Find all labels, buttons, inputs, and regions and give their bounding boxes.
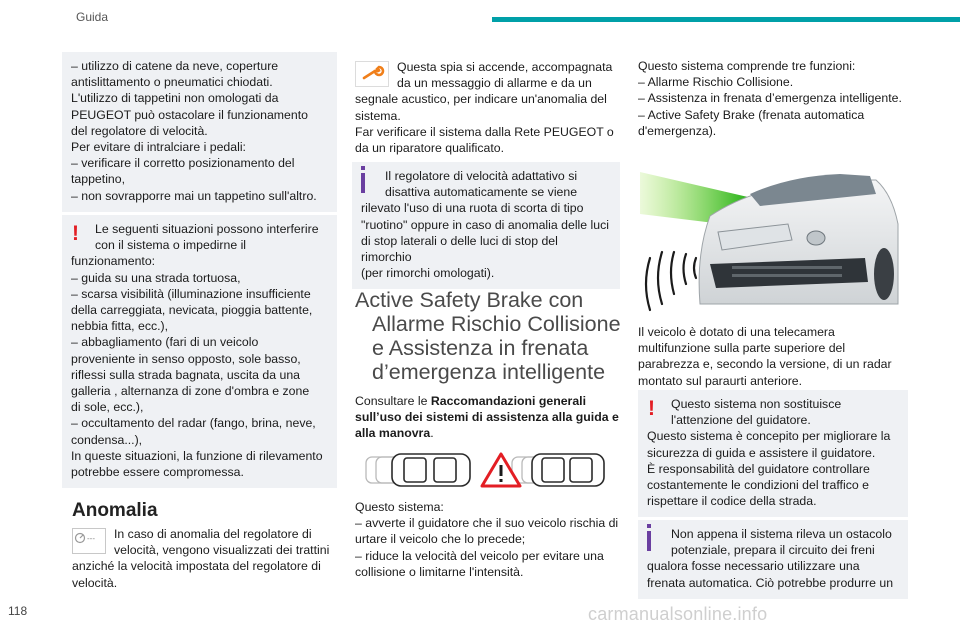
text-line: urtare il veicolo che lo precede; [355,532,526,547]
interference-warning-box [62,215,337,488]
box-line: In queste situazioni, la funzione di rilevamento [71,448,323,463]
box-line: "ruotino" oppure in caso di anomalia delle luci [361,217,609,232]
consult-link-3: alla manovra [355,426,431,441]
text-line: segnale acustico, per indicare un'anomalia del [355,92,607,107]
attention-warning-box [638,390,908,517]
box-line: condensa...), [71,432,143,447]
consult-link-1: Raccomandazioni generali [430,394,586,408]
box-line: rilevato l'uso di una ruota di scorta di tipo [361,201,584,216]
box-line: di sole, ecc.), [71,400,144,415]
box-line: potrebbe essere compromessa. [71,465,244,480]
functions-paragraph [638,58,913,139]
text-line: velocità, vengono visualizzati dei trattini [114,543,330,558]
heading-line: Allarme Rischio Collisione [372,312,621,336]
box-line: Per evitare di intralciare i pedali: [71,140,246,155]
heading-line: d’emergenza intelligente [372,360,606,384]
box-line: di stop laterali o delle luci di stop del rimorchio [361,233,558,265]
box-line: – verificare il corretto posizionamento del [71,156,295,171]
box-line: qualora fosse necessario utilizzare una [647,559,860,574]
box-line: Le seguenti situazioni possono interferire [95,222,319,236]
text-line: Questa spia si accende, accompagnata [397,60,613,74]
box-line: costantemente le condizioni del traffico e [647,478,869,493]
box-line: rispettare il codice della strada. [647,494,817,509]
box-line: galleria , alternanza di zone d'ombra e zone [71,384,310,399]
box-line: l'attenzione del guidatore. [671,413,811,428]
text-line: Il veicolo è dotato di una telecamera [638,325,835,339]
box-line: – scarsa visibilità (illuminazione insufficiente [71,286,311,301]
box-line: del regolatore di velocità. [71,123,208,138]
adaptive-cruise-info-box [352,162,620,289]
spia-paragraph [355,59,623,156]
page-number: 118 [8,604,28,618]
box-line: potenziale, prepara il circuito dei freni [671,543,875,558]
header-title: Guida [76,10,109,24]
text-line: Questo sistema comprende tre funzioni: [638,59,856,73]
box-line: proveniente in senso opposto, sole basso, [71,351,301,366]
header-accent-bar [492,17,960,22]
box-line: Questo sistema non sostituisce [671,397,842,411]
text-line: – Active Safety Brake (frenata automatica [638,107,865,122]
text-line: da un riparatore qualificato. [355,141,505,156]
box-line: Il regolatore di velocità adattativo si [385,169,578,183]
box-line: frenata automatica. Ciò potrebbe produrre un [647,575,894,590]
text-line: – Assistenza in frenata d’emergenza intelligente. [638,91,902,106]
box-line: – occultamento del radar (fango, brina, neve, [71,416,316,431]
heading-line: e Assistenza in frenata [372,336,589,360]
text-line: collisione o limitarne l'intensità. [355,564,524,579]
box-line: funzionamento: [71,254,156,269]
dotato-paragraph [638,324,913,389]
box-line: sicurezza di guida e assistere il guidatore. [647,445,876,460]
warning-icon: ! [648,397,655,420]
text-line [355,393,623,409]
text-line: multifunzione sulla parte superiore del [638,341,846,356]
brake-prepare-info-box [638,520,908,599]
box-line: (per rimorchi omologati). [361,266,495,281]
text-line [355,425,623,441]
svg-text:---: --- [87,534,95,543]
car-radar-illustration [640,154,900,314]
box-line: Non appena il sistema rileva un ostacolo [671,527,892,541]
text-line [355,409,623,425]
text-line: Questo sistema: [355,500,444,514]
box-line: antislittamento o pneumatici chiodati. [71,75,273,90]
heading-line: Active Safety Brake con [355,288,584,312]
box-line: riflessi sulla strada bagnata, uscita da una [71,367,300,382]
watermark: carmanualsonline.info [588,604,768,624]
box-line: Questo sistema è concepito per migliorare la [647,429,891,444]
anomalia-heading: Anomalia [72,500,158,521]
wrench-icon [355,61,389,87]
box-line: della carreggiata, nevicata, pioggia battente, [71,303,313,318]
text-line: sistema. [355,108,401,123]
text-line: velocità. [72,575,118,590]
text-line: d'emergenza). [638,123,717,138]
text-line: anziché la velocità impostata del regolatore di [72,559,321,574]
warning-icon: ! [72,222,79,245]
text-line: da un messaggio di allarme e da un [397,76,592,91]
box-line: nebbia fitta, ecc.), [71,319,169,334]
box-line: – non sovrapporre mai un tappetino sull'altro. [71,188,317,203]
box-line: L'utilizzo di tappetini non omologati da [71,91,279,106]
consult-suffix: . [430,426,434,441]
collision-illustration [362,448,612,492]
text-line: In caso di anomalia del regolatore di [114,527,312,541]
consult-prefix: Consultare le [355,394,431,408]
info-icon [361,173,365,193]
text-line: parabrezza e, secondo la versione, di un radar [638,357,892,372]
chains-mats-box [62,52,337,212]
anomalia-paragraph [72,526,334,591]
active-safety-brake-heading [355,288,625,384]
consult-link-2: sull’uso dei sistemi di assistenza alla guida e [355,410,619,425]
text-line: – avverte il guidatore che il suo veicolo rischia di [355,516,619,531]
box-line: tappetino, [71,172,126,187]
text-line: – Allarme Rischio Collisione. [638,75,794,90]
text-line: – riduce la velocità del veicolo per evitare una [355,548,604,563]
consult-paragraph [355,393,623,442]
info-icon [647,531,651,551]
box-line: con il sistema o impedirne il [95,238,247,253]
box-line: – guida su una strada tortuosa, [71,270,241,285]
box-line: È responsabilità del guidatore controllare [647,461,870,476]
cruise-dashes-icon [72,528,106,554]
box-line: disattiva automaticamente se viene [385,185,578,200]
text-line: montato sul paraurti anteriore. [638,373,803,388]
box-line: – abbagliamento (fari di un veicolo [71,335,259,350]
text-line: Far verificare il sistema dalla Rete PEUGEOT o [355,124,614,139]
box-line: PEUGEOT può ostacolare il funzionamento [71,107,308,122]
sistema-paragraph [355,499,625,580]
box-line: – utilizzo di catene da neve, coperture [71,59,279,73]
